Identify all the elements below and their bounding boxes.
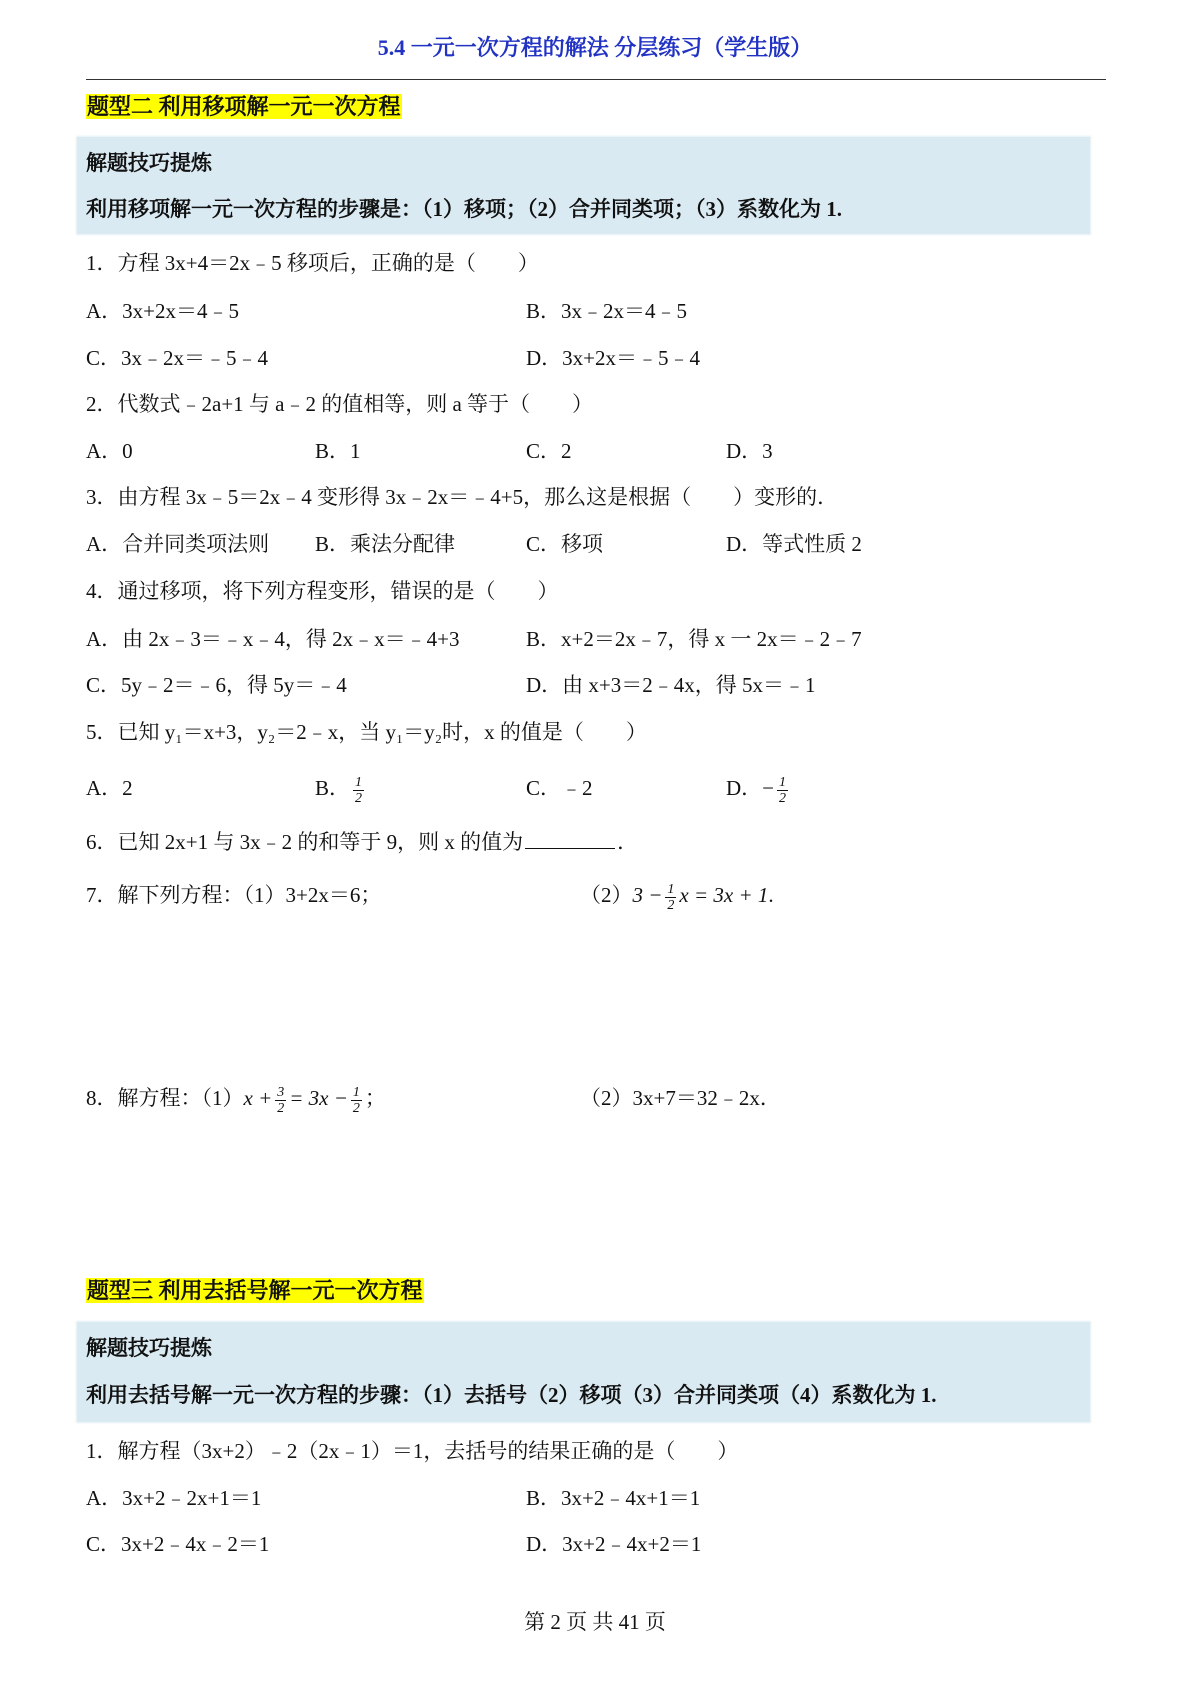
question-3-stem: 3．由方程 3x﹣5＝2x﹣4 变形得 3x﹣2x＝﹣4+5，那么这是根据（ ）变形的． (86, 485, 839, 509)
question-5-stem: 5．已知 y₁＝x+3，y₂＝2﹣x，当 y₁＝y₂时，x 的值是（ ） (86, 720, 647, 744)
tips-title: 解题技巧提炼 (86, 1336, 212, 1360)
question-8-part-2: （2）3x+7＝32﹣2x． (580, 1086, 781, 1110)
question-6-stem: 6．已知 2x+1 与 3x﹣2 的和等于 9，则 x 的值为 (86, 830, 524, 854)
section-heading-text: 题型二 利用移项解一元一次方程 (87, 94, 401, 119)
option-label: D． (726, 776, 763, 800)
question-3-option-d: D．等式性质 2 (726, 532, 862, 556)
question-5-option-c: C．﹣2 (526, 776, 593, 800)
fraction (275, 1085, 286, 1116)
fraction-numerator: 1 (779, 774, 787, 790)
question-5-option-d (726, 770, 791, 806)
tips-text: 利用移项解一元一次方程的步骤是：（1）移项；（2）合并同类项；（3）系数化为 1. (86, 197, 842, 221)
section3-question-1-stem: 1．解方程（3x+2）﹣2（2x﹣1）＝1，去括号的结果正确的是（ ） (86, 1439, 739, 1463)
section-heading-type3 (86, 1276, 424, 1306)
question-7-part-1: 7．解下列方程：（1）3+2x＝6； (86, 883, 382, 907)
question-3-option-a: A．合并同类项法则 (86, 532, 270, 556)
minus-sign: − (762, 776, 775, 800)
equation-end: . (768, 883, 774, 907)
section-heading-text: 题型三 利用去括号解一元一次方程 (87, 1278, 423, 1303)
tips-box (77, 1322, 1090, 1422)
fraction (353, 775, 364, 806)
section3-question-1-option-c: C．3x+2﹣4x﹣2＝1 (86, 1532, 270, 1556)
page-title: 5.4 一元一次方程的解法 分层练习（学生版） (377, 35, 813, 60)
question-6 (86, 826, 638, 856)
question-2-option-c: C．2 (526, 439, 572, 463)
page-footer: 第 2 页 共 41 页 (524, 1610, 666, 1634)
question-4-option-a: A．由 2x﹣3＝﹣x﹣4，得 2x﹣x＝﹣4+3 (86, 627, 460, 651)
section3-question-1-option-d: D．3x+2﹣4x+2＝1 (526, 1532, 702, 1556)
question-7-part-2 (580, 877, 774, 913)
question-8-part-1 (86, 1080, 386, 1116)
question-4-stem: 4．通过移项，将下列方程变形，错误的是（ ） (86, 579, 559, 603)
section3-question-1-option-a: A．3x+2﹣2x+1＝1 (86, 1486, 262, 1510)
fraction (777, 775, 788, 806)
equation-end: ； (364, 1086, 386, 1110)
question-1-option-c: C．3x﹣2x＝﹣5﹣4 (86, 346, 269, 370)
fraction (351, 1085, 362, 1116)
equation-right: = 3x − (289, 1086, 348, 1110)
fraction-denominator: 2 (352, 1100, 360, 1116)
question-3-option-b: B．乘法分配律 (315, 532, 456, 556)
fraction-denominator: 2 (779, 790, 787, 806)
answer-blank (525, 826, 615, 849)
question-4-option-c: C．5y﹣2＝﹣6，得 5y＝﹣4 (86, 673, 347, 697)
question-1-stem: 1．方程 3x+4＝2x﹣5 移项后，正确的是（ ） (86, 251, 539, 275)
question-1-option-b: B．3x﹣2x＝4﹣5 (526, 299, 688, 323)
question-4-option-d: D．由 x+3＝2﹣4x，得 5x＝﹣1 (526, 673, 816, 697)
section3-question-1-option-b: B．3x+2﹣4x+1＝1 (526, 1486, 701, 1510)
question-3-option-c: C．移项 (526, 532, 604, 556)
tips-box (77, 137, 1090, 234)
equation-left: x + (243, 1086, 273, 1110)
part-label: （2） (580, 883, 633, 907)
fraction-denominator: 2 (667, 897, 675, 913)
question-6-suffix: ． (617, 830, 639, 854)
fraction-numerator: 1 (352, 1084, 360, 1100)
option-label: B． (315, 776, 351, 800)
fraction-numerator: 3 (277, 1084, 285, 1100)
question-2-option-d: D．3 (726, 439, 773, 463)
part-label: 8．解方程：（1） (86, 1086, 244, 1110)
fraction-numerator: 1 (667, 881, 675, 897)
fraction-denominator: 2 (277, 1100, 285, 1116)
question-5-option-b (315, 770, 367, 806)
tips-title: 解题技巧提炼 (86, 151, 212, 175)
question-2-option-a: A．0 (86, 439, 133, 463)
fraction (665, 882, 676, 913)
question-2-option-b: B．1 (315, 439, 361, 463)
question-1-option-a: A．3x+2x＝4﹣5 (86, 299, 240, 323)
fraction-numerator: 1 (355, 774, 363, 790)
header-rule (86, 79, 1106, 80)
tips-text: 利用去括号解一元一次方程的步骤：（1）去括号（2）移项（3）合并同类项（4）系数化为 1. (86, 1383, 937, 1407)
section-heading-type2 (86, 92, 402, 122)
question-5-option-a: A．2 (86, 776, 133, 800)
equation-left: 3 − (632, 883, 663, 907)
fraction-denominator: 2 (355, 790, 363, 806)
question-1-option-d: D．3x+2x＝﹣5﹣4 (526, 346, 701, 370)
question-2-stem: 2．代数式﹣2a+1 与 a﹣2 的值相等，则 a 等于（ ） (86, 392, 594, 416)
equation-right: x = 3x + 1 (679, 883, 769, 907)
question-4-option-b: B．x+2＝2x﹣7，得 x 一 2x＝﹣2﹣7 (526, 627, 862, 651)
